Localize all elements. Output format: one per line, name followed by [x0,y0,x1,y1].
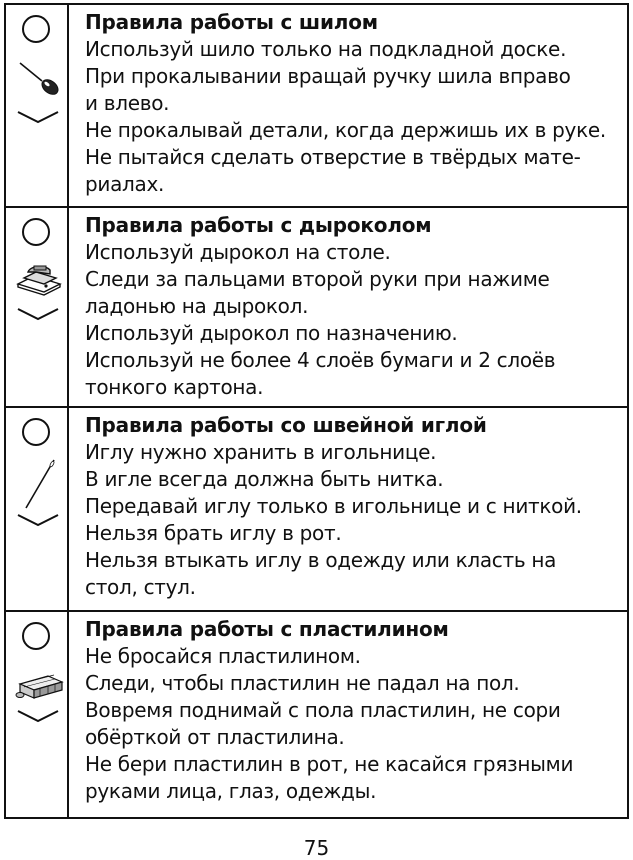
checkbox-circle[interactable] [22,15,50,43]
rule-section-sewing-needle [6,408,627,612]
rule-line: руками лица, глаз, одежды. [85,779,377,803]
plasticine-icon [14,662,66,702]
checkmark-icon [16,708,60,724]
rule-line: тонкого картона. [85,375,264,399]
icon-column [6,612,69,817]
rule-line: Передавай иглу только в игольнице и с ниткой. [85,494,582,518]
checkbox-circle[interactable] [22,418,50,446]
rule-line: Используй дырокол по назначению. [85,321,458,345]
rule-text [69,208,627,406]
rule-line: При прокалывании вращай ручку шила вправо [85,64,571,88]
rule-line: Используй не более 4 слоёв бумаги и 2 слоёв [85,348,556,372]
rule-section-hole-punch [6,208,627,408]
rule-line: ладонью на дырокол. [85,294,309,318]
icon-column [6,208,69,406]
rule-line: стол, стул. [85,575,196,599]
icon-column [6,5,69,206]
rule-title: Правила работы с пластилином [85,617,449,641]
rule-section-awl [6,5,627,208]
rule-line: Иглу нужно хранить в игольнице. [85,440,437,464]
checkbox-circle[interactable] [22,622,50,650]
rule-line: обёрткой от пластилина. [85,725,345,749]
rule-line: Используй дырокол на столе. [85,240,391,264]
rule-line: Не прокалывай детали, когда держишь их в руке. [85,118,606,142]
rule-line: Используй шило только на подкладной доске. [85,37,567,61]
rule-line: Вовремя поднимай с пола пластилин, не сори [85,698,561,722]
checkmark-icon [16,512,60,528]
hole-punch-icon [14,260,64,296]
rule-line: Нельзя брать иглу в рот. [85,521,342,545]
rule-line: Не бери пластилин в рот, не касайся грязными [85,752,574,776]
rules-table [4,3,629,819]
checkbox-circle[interactable] [22,218,50,246]
icon-column [6,408,69,610]
rule-line: В игле всегда должна быть нитка. [85,467,444,491]
checkmark-icon [16,109,60,125]
rule-section-plasticine [6,612,627,817]
rule-line: Не пытайся сделать отверстие в твёрдых мате- [85,145,581,169]
rule-line: Следи, чтобы пластилин не падал на пол. [85,671,520,695]
rule-line: Не бросайся пластилином. [85,644,361,668]
rule-title: Правила работы со швейной иглой [85,413,487,437]
awl-icon [14,55,64,99]
rule-line: риалах. [85,172,165,196]
rule-line: Следи за пальцами второй руки при нажиме [85,267,550,291]
sewing-needle-icon [14,456,64,512]
rule-text [69,408,627,610]
page-number: 75 [303,836,330,860]
checkmark-icon [16,306,60,322]
rule-title: Правила работы с шилом [85,10,378,34]
rule-text [69,612,627,817]
rule-line: и влево. [85,91,170,115]
rule-line: Нельзя втыкать иглу в одежду или класть на [85,548,557,572]
rule-title: Правила работы с дыроколом [85,213,432,237]
rule-text [69,5,627,206]
